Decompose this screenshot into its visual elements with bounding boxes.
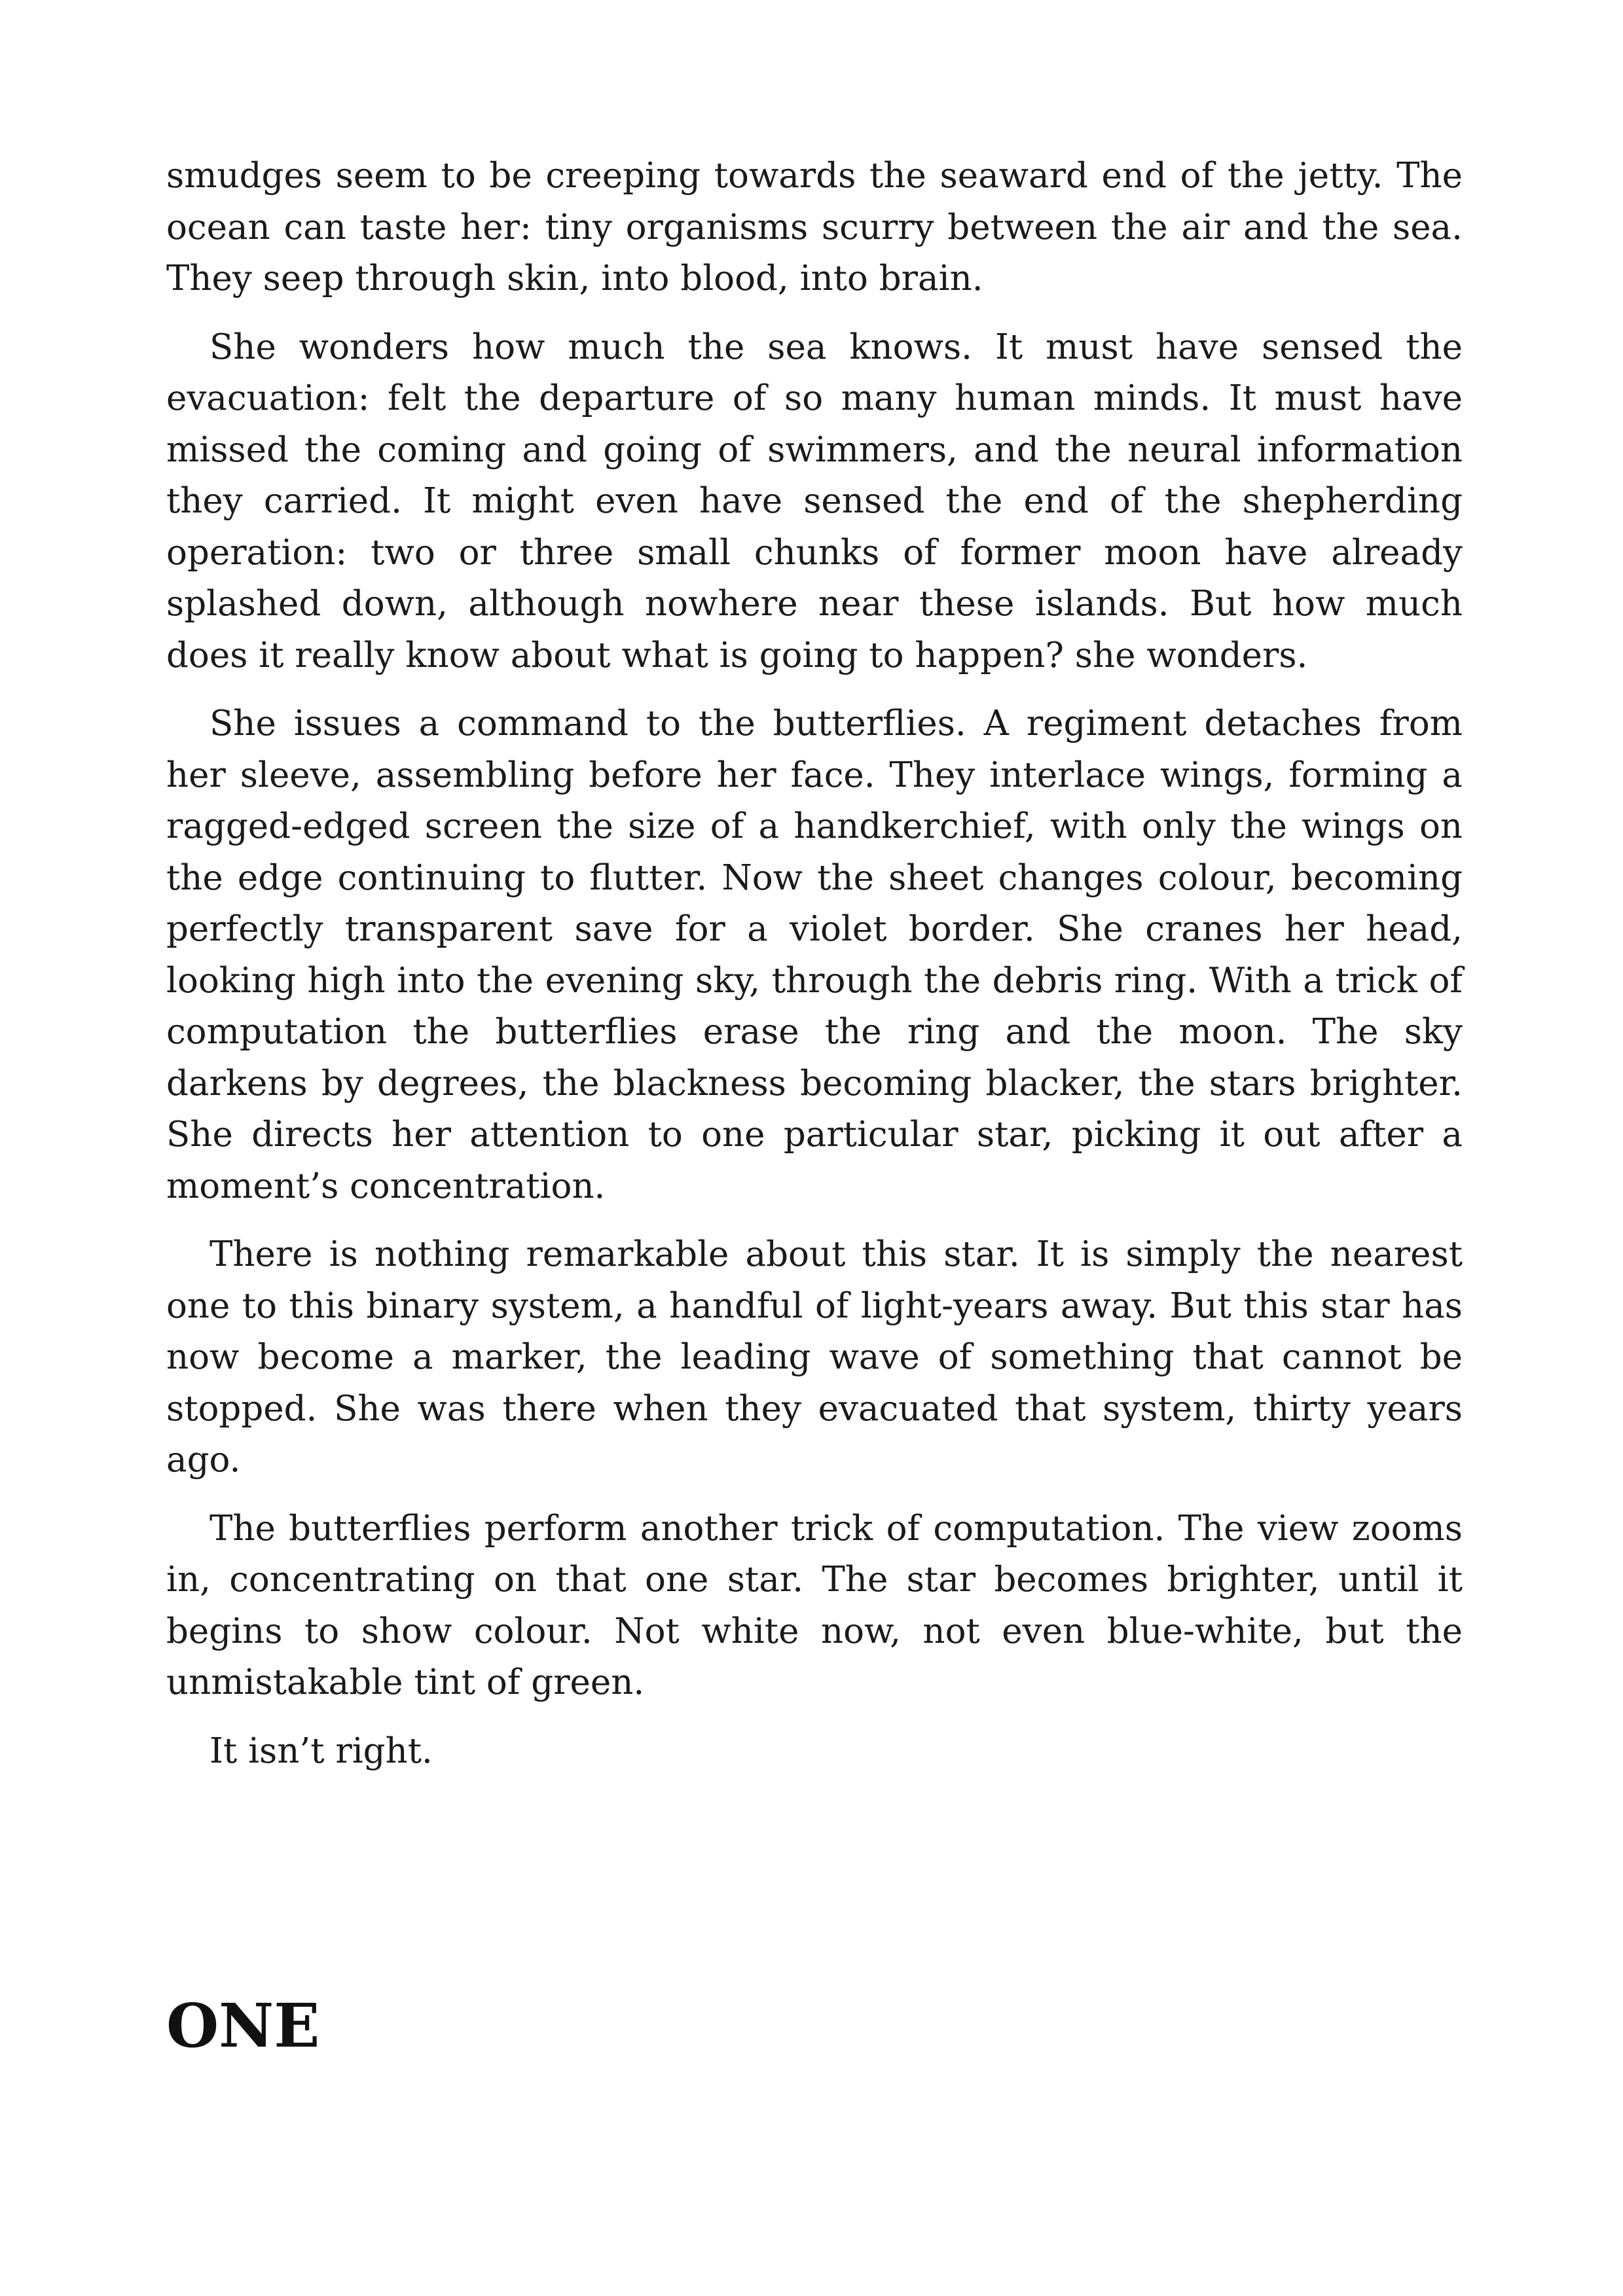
paragraph-4: There is nothing remarkable about this star. It is simply the nearest one to this binary system, a handful of light-years away. But this star has now become a marker, the leading wave of something that cannot be stopped. She was there when they evacuated that system, thirty years ago.: [166, 1234, 1463, 1480]
paragraph-1: smudges seem to be creeping towards the seaward end of the jetty. The ocean can taste her: tiny organisms scurry between the air and the sea. They seep through skin, into blood, into brain.: [166, 156, 1463, 298]
page-body: [166, 151, 1463, 1794]
paragraph-6: It isn’t right.: [210, 1731, 433, 1771]
paragraph-5: The butterflies perform another trick of computation. The view zooms in, concentrating on that one star. The star becomes brighter, until it begins to show colour. Not white now, not even blue-white, but the unmistakable tint of green.: [166, 1508, 1463, 1702]
chapter-heading: ONE: [166, 1990, 320, 2061]
paragraph-2: She wonders how much the sea knows. It must have sensed the evacuation: felt the departure of so many human minds. It must have missed the coming and going of swimmers, and the neural information they carried. It might even have sensed the end of the shepherding operation: two or three small chunks of former moon have already splashed down, although nowhere near these islands. But how much does it really know about what is going to happen? she wonders.: [166, 327, 1463, 675]
paragraph-3: She issues a command to the butterflies. A regiment detaches from her sleeve, assembling before her face. They interlace wings, forming a ragged-edged screen the size of a handkerchief, with only the wings on the edge continuing to flutter. Now the sheet changes colour, becoming perfectly transparent save for a violet border. She cranes her head, looking high into the evening sky, through the debris ring. With a trick of computation the butterflies erase the ring and the moon. The sky darkens by degrees, the blackness becoming blacker, the stars brighter. She directs her attention to one particular star, picking it out after a moment’s concentration.: [166, 704, 1463, 1206]
